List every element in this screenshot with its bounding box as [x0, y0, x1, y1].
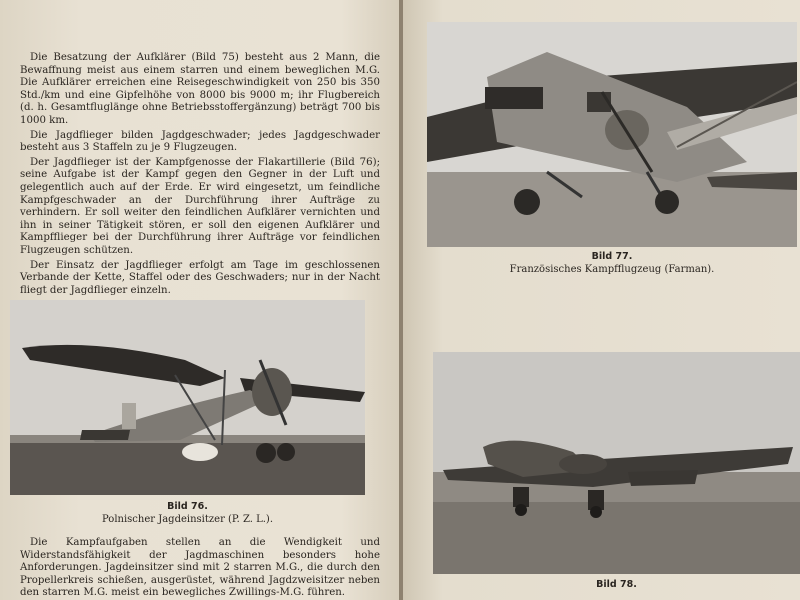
photo-bild-77: [427, 22, 797, 247]
figure-caption-77: Französisches Kampfflugzeug (Farman).: [509, 264, 715, 275]
left-text-top: [20, 52, 380, 299]
paragraph-einsatz: Der Einsatz der Jagdflieger erfolgt am Tage im geschlossenen Verbande der Kette, Staffel oder des Geschwaders; nur in der Nacht fliegt der Jagdflieger einzeln.: [20, 259, 380, 296]
caption-bild-78: [433, 578, 800, 591]
figure-number-78: Bild 78.: [596, 579, 637, 590]
paragraph-kampfgenosse: Der Jagdflieger ist der Kampfgenosse der Flakartillerie (Bild 76); seine Aufgabe ist der Kampf gegen den Gegner in der Luft und gelegentlich auch auf der Erde. Er wird eingesetzt, um feindliche Kampfgeschwader an der Durchführung ihrer Aufträge zu verhindern. Er soll weiter den feindlichen Aufklärer vernichten und ihn in seiner Tätigkeit stören, er soll den eigenen Aufklärer und Kampfflieger bei der Durchführung ihrer Aufträge vor feindlichen Flugzeugen schützen.: [20, 156, 380, 256]
photo-bild-78: [433, 352, 800, 574]
photo-bild-76: [10, 300, 365, 495]
paragraph-aufklaerer: Die Besatzung der Aufklärer (Bild 75) besteht aus 2 Mann, die Bewaffnung meist aus einem starren und einem beweglichen M.G. Die Aufklärer erreichen eine Reisegeschwindigkeit von 250 bis 350 Std./km und eine Gipfelhöhe von 8000 bis 9000 m; ihr Flugbereich (d. h. Gesamtfluglänge ohne Betriebsstoffergänzung) beträgt 700 bis 1000 km.: [20, 52, 380, 126]
right-page: [403, 0, 800, 600]
figure-number-76: Bild 76.: [167, 501, 208, 512]
paragraph-jagdgeschwader: Die Jagdflieger bilden Jagdgeschwader; jedes Jagdgeschwader besteht aus 3 Staffeln zu je 9 Flugzeugen.: [20, 129, 380, 154]
paragraph-kampfaufgaben: Die Kampfaufgaben stellen an die Wendigkeit und Widerstandsfähigkeit der Jagdmaschinen besonders hohe Anforderungen. Jagdeinsitzer sind mit 2 starren M.G., die durch den Propellerkreis schießen, ausgerüstet, während Jagdzweisitzer neben den starren M.G. meist ein bewegliches Zwillings-M.G. führen.: [20, 537, 380, 599]
left-text-bottom: [20, 537, 380, 600]
caption-bild-77: [427, 250, 797, 276]
figure-number-77: Bild 77.: [591, 251, 633, 262]
caption-bild-76: [10, 500, 365, 526]
figure-caption-76: Polnischer Jagdeinsitzer (P. Z. L.).: [101, 514, 274, 525]
